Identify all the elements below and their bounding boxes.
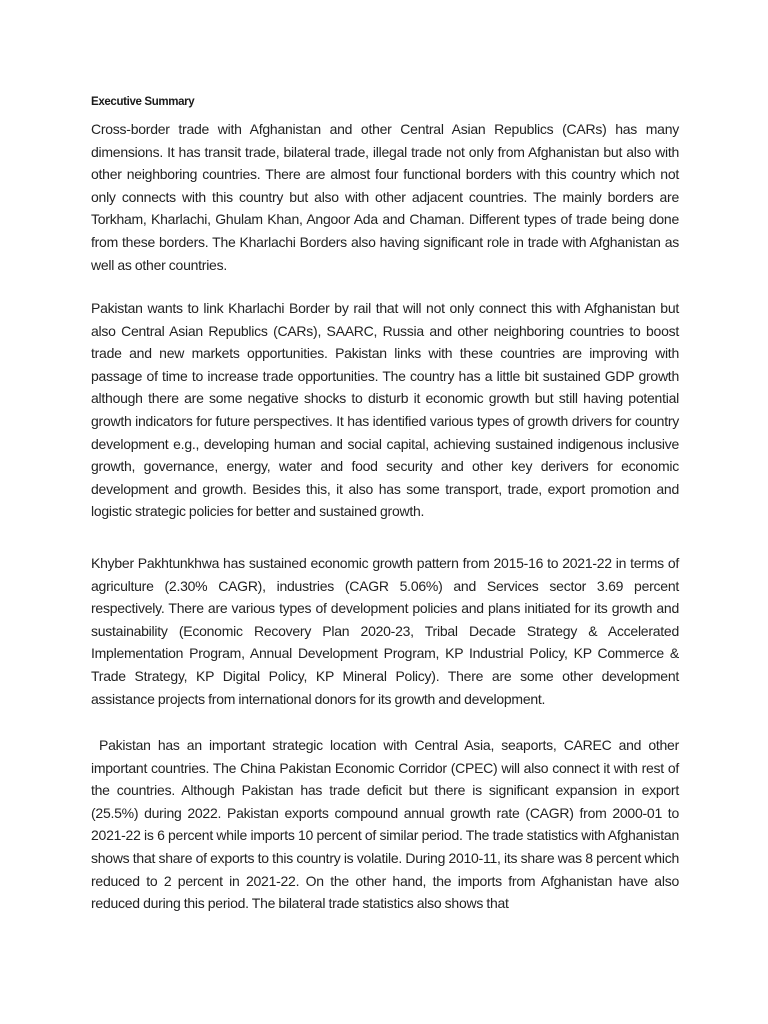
- section-heading: Executive Summary: [91, 96, 195, 108]
- paragraph-kp-economic-growth: Khyber Pakhtunkhwa has sustained economic growth pattern from 2015-16 to 2021-22 in terms of agriculture (2.30% CAGR), industries (CAGR 5.06%) and Services sector 3.69 percent respectively. There are various types of development policies and plans initiated for its growth and sustainability (Economic Recovery Plan 2020-23, Tribal Decade Strategy & Accelerated Implementation Program, Annual Development Program, KP Industrial Policy, KP Commerce & Trade Strategy, KP Digital Policy, KP Mineral Policy). There are some other development assistance projects from international donors for its growth and development.: [91, 555, 679, 707]
- paragraph-cross-border-trade: Cross-border trade with Afghanistan and other Central Asian Republics (CARs) has many dimensions. It has transit trade, bilateral trade, illegal trade not only from Afghanistan but also with other neighboring countries. There are almost four functional borders with this country which not only connects with this country but also with other adjacent countries. The mainly borders are Torkham, Kharlachi, Ghulam Khan, Angoor Ada and Chaman. Different types of trade being done from these borders. The Kharlachi Borders also having significant role in trade with Afghanistan as well as other countries.: [91, 121, 679, 273]
- paragraph-strategic-location: Pakistan has an important strategic location with Central Asia, seaports, CAREC and other important countries. The China Pakistan Economic Corridor (CPEC) will also connect it with rest of the countries. Although Pakistan has trade deficit but there is significant expansion in export (25.5%) during 2022. Pakistan exports compound annual growth rate (CAGR) from 2000-01 to 2021-22 is 6 percent while imports 10 percent of similar period. The trade statistics with Afghanistan shows that share of exports to this country is volatile. During 2010-11, its share was 8 percent which reduced to 2 percent in 2021-22. On the other hand, the imports from Afghanistan have also reduced during this period. The bilateral trade statistics also shows that: [91, 737, 679, 912]
- paragraph-kharlachi-rail-link: Pakistan wants to link Kharlachi Border by rail that will not only connect this with Afghanistan but also Central Asian Republics (CARs), SAARC, Russia and other neighboring countries to boost trade and new markets opportunities. Pakistan links with these countries are improving with passage of time to increase trade opportunities. The country has a little bit sustained GDP growth although there are some negative shocks to disturb it economic growth but still having potential growth indicators for future perspectives. It has identified various types of growth drivers for country development e.g., developing human and social capital, achieving sustained indigenous inclusive growth, governance, energy, water and food security and other key derivers for economic development and growth. Besides this, it also has some transport, trade, export promotion and logistic strategic policies for better and sustained growth.: [91, 300, 679, 520]
